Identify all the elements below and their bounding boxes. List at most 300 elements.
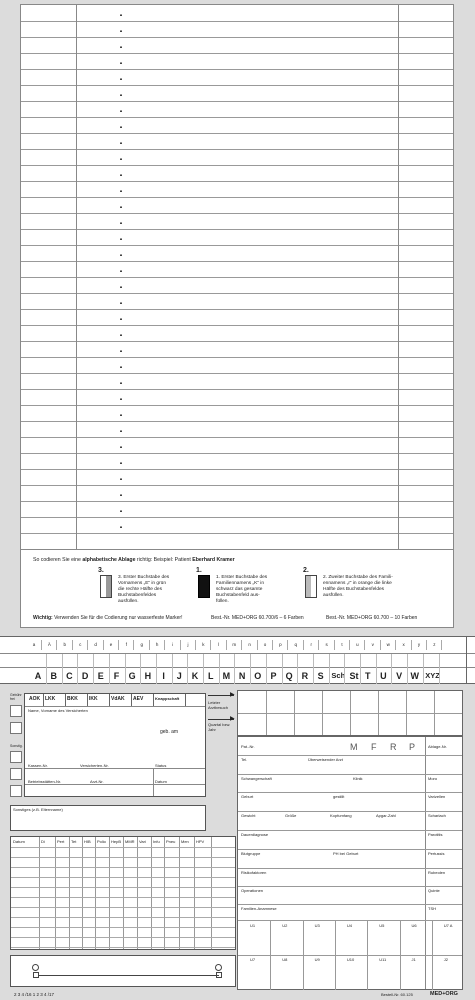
small-tick <box>72 640 73 650</box>
letter-tab[interactable]: F <box>113 671 120 681</box>
letter-tab[interactable]: E <box>97 671 104 681</box>
vaccine-col-tet: Tet <box>71 839 77 844</box>
letter-tab[interactable]: N <box>238 671 246 681</box>
letter-tab[interactable]: H <box>144 671 152 681</box>
small-tick <box>380 640 381 650</box>
field-tsh: TSH <box>428 906 436 911</box>
rule-dot <box>120 510 122 512</box>
ruled-line <box>21 69 453 70</box>
field-ops: Operationen <box>241 888 264 893</box>
vaccine-col-vari: Vari <box>139 839 146 844</box>
insurer-divider <box>87 694 88 706</box>
step-text-line: 3. Erster Buchstabe des <box>118 575 170 580</box>
u-exam-u10[interactable]: U10 <box>346 957 355 962</box>
step-1-text <box>216 575 267 605</box>
vaccine-col-line <box>151 837 152 949</box>
letter-small[interactable]: c <box>79 642 82 647</box>
u-exam-u6[interactable]: U6 <box>411 923 417 928</box>
insurer-aok[interactable]: AOK <box>29 696 41 702</box>
rule-dot <box>120 78 122 80</box>
step-text-line: Hälfte des Buchstabenfeldes <box>323 587 385 592</box>
u-exam-u11[interactable]: U11 <box>379 957 387 962</box>
field-pertussis: Pertussis <box>428 851 445 856</box>
patient-panel <box>237 736 463 990</box>
step-3-text <box>118 575 169 605</box>
letter-small[interactable]: z <box>433 642 436 647</box>
letter-small[interactable]: g <box>140 642 144 647</box>
gender-p[interactable]: P <box>409 742 416 752</box>
sonstiges-box <box>10 805 206 831</box>
letter-tab[interactable]: I <box>162 671 165 681</box>
small-tick <box>210 640 211 650</box>
ruled-sheet <box>20 4 454 550</box>
step-text-line: ennamens „r“ in orange die linke <box>323 581 392 586</box>
alphabet-edge <box>466 637 467 683</box>
small-tick <box>411 640 412 650</box>
letter-small[interactable]: a <box>32 642 36 647</box>
letter-tab[interactable]: M <box>222 671 231 681</box>
letter-small[interactable]: u <box>356 642 359 647</box>
rule-dot <box>120 350 122 352</box>
letter-tab[interactable]: A <box>34 671 42 681</box>
field-gewicht: Gewicht <box>241 813 256 818</box>
sonstig-label: Sonstig. <box>10 744 23 748</box>
insurer-ikk[interactable]: IKK <box>89 696 98 702</box>
ruled-line <box>21 469 453 470</box>
gebuehr-frei-label: Gebühr frei <box>10 693 22 701</box>
ruled-line <box>21 325 453 326</box>
letter-tab[interactable]: R <box>301 671 309 681</box>
rule-dot <box>120 126 122 128</box>
gender-m[interactable]: M <box>350 742 358 752</box>
instruction-area <box>20 550 454 628</box>
letter-tab[interactable]: T <box>364 671 371 681</box>
rule-dot <box>120 30 122 32</box>
u-exam-u5[interactable]: U5 <box>379 923 385 928</box>
small-tick <box>441 640 442 650</box>
patient-row-line <box>238 904 462 905</box>
step-2-number: 2. <box>303 567 309 574</box>
small-tick <box>195 640 196 650</box>
rule-dot <box>120 270 122 272</box>
small-tick <box>180 640 181 650</box>
letter-tab[interactable]: O <box>254 671 262 681</box>
arrow-right-icon: ▶ <box>230 692 235 698</box>
vaccine-col-hib: HIB <box>84 839 91 844</box>
vaccine-col-di: Di <box>41 839 45 844</box>
letter-tab[interactable]: XYZ <box>425 671 440 680</box>
letter-small[interactable]: i <box>172 642 174 647</box>
insurer-divider <box>185 694 186 706</box>
vaccine-row-line <box>11 857 235 858</box>
insurer-divider <box>153 694 154 706</box>
vaccine-col-line <box>109 837 110 949</box>
letter-small[interactable]: f <box>125 642 128 647</box>
alphabet-divider <box>0 653 475 654</box>
vaccine-col-line <box>137 837 138 949</box>
arrow-right-icon-2: ▶ <box>230 716 235 722</box>
field-dauer: Dauerdiagnose <box>241 832 269 837</box>
patient-row-line <box>238 849 462 850</box>
betriebsstaetten-label: Betriebsstätten-Nr. <box>28 779 62 784</box>
letter-small[interactable]: m <box>232 642 237 647</box>
insurer-divider <box>25 706 205 707</box>
ruled-line <box>21 517 453 518</box>
small-tick <box>164 640 165 650</box>
order-number-10: Best.-Nr. MED+ORG 60.700 – 10 Farben <box>326 615 418 621</box>
field-klinik: Klinik <box>353 776 363 781</box>
ruled-line <box>21 85 453 86</box>
step-text-line: schwarz das gesamte <box>216 587 263 592</box>
rule-dot <box>120 46 122 48</box>
rule-dot <box>120 366 122 368</box>
sonstiges-label: Sonstiges (z.B. Elternname) <box>13 807 63 812</box>
pat-nr-label: Pat.-Nr. <box>241 744 255 749</box>
letter-tab[interactable]: U <box>380 671 387 681</box>
gender-f[interactable]: F <box>371 742 377 752</box>
letter-small[interactable]: o <box>263 642 267 647</box>
letter-tab[interactable]: G <box>128 671 136 681</box>
vaccine-row-line <box>11 917 235 918</box>
u-exam-u1[interactable]: U1 <box>250 923 256 928</box>
letter-tab[interactable]: St <box>349 671 359 681</box>
rule-dot <box>120 414 122 416</box>
right-tab-grid <box>237 690 463 736</box>
u-exam-u2[interactable]: U2 <box>282 923 288 928</box>
u-row-line-2 <box>238 955 462 956</box>
letter-small[interactable]: s <box>325 642 328 647</box>
vaccine-col-pert: Pert <box>57 839 65 844</box>
step-text-line: 1. Erster Buchstabe des <box>216 575 268 580</box>
ruled-line <box>21 213 453 214</box>
vaccine-row-line <box>11 897 235 898</box>
vaccine-row-line <box>11 877 235 878</box>
ablage-nr-label: Ablage-Nr. <box>428 744 447 749</box>
small-tick <box>41 640 42 650</box>
quarter-label: Quartal bzw. Jahr <box>208 722 231 732</box>
step-text-line: füllen. <box>216 599 229 604</box>
letter-small[interactable]: d <box>94 642 97 647</box>
ruled-line <box>21 373 453 374</box>
letter-tab[interactable]: C <box>66 671 73 681</box>
field-groesse: Größe <box>285 813 297 818</box>
step-1-swatch <box>198 575 210 598</box>
patient-row-line <box>238 755 462 756</box>
rule-dot <box>120 238 122 240</box>
step-text-line: Buchstabenfeldes <box>118 593 157 598</box>
letter-tab[interactable]: L <box>207 671 214 681</box>
ruled-line <box>21 277 453 278</box>
rule-dot <box>120 174 122 176</box>
field-moro: Moro <box>428 776 438 781</box>
vaccine-col-line <box>164 837 165 949</box>
field-kopf: Kopfumfang <box>330 813 352 818</box>
field-geburt: Geburt <box>241 794 254 799</box>
field-gestillt: gestillt <box>333 794 345 799</box>
rule-dot <box>120 14 122 16</box>
u-col-line <box>335 920 336 990</box>
field-parotitis: Parotitis <box>428 832 443 837</box>
versicherten-nr-label: Versicherten-Nr. <box>80 763 109 768</box>
marker-circle-right[interactable] <box>215 964 222 971</box>
ruled-line <box>21 309 453 310</box>
insurance-panel <box>24 693 206 797</box>
patient-row-line <box>238 868 462 869</box>
letter-small[interactable]: j <box>187 642 189 647</box>
small-tick <box>56 640 57 650</box>
ruled-line <box>21 341 453 342</box>
letter-small[interactable]: v <box>371 642 374 647</box>
ruled-line <box>21 437 453 438</box>
vaccine-col-mmr: MMR <box>125 839 135 844</box>
vaccine-row-line <box>11 867 235 868</box>
letter-small[interactable]: w <box>386 642 390 647</box>
status-label: Status <box>155 763 167 768</box>
vaccine-col-line <box>39 837 40 949</box>
insurer-knappschaft[interactable]: Knappschaft <box>155 696 180 701</box>
ruled-line <box>21 453 453 454</box>
u-exam-u4[interactable]: U4 <box>346 923 353 928</box>
ruled-line <box>21 293 453 294</box>
letter-small[interactable]: y <box>417 642 421 647</box>
born-label: geb. am <box>160 729 179 735</box>
ruled-line <box>21 117 453 118</box>
ruled-line <box>21 405 453 406</box>
letter-tab[interactable]: S <box>317 671 324 681</box>
step-text-line: ausfüllen. <box>323 593 344 598</box>
vaccine-col-pneu: Pneu <box>166 839 176 844</box>
small-tick <box>133 640 134 650</box>
ruled-line <box>21 53 453 54</box>
marker-circle-left[interactable] <box>32 964 39 971</box>
insurer-vdak[interactable]: VdAK <box>111 696 125 702</box>
u-exam-u9[interactable]: U9 <box>314 957 320 962</box>
letter-tab[interactable]: J <box>176 671 182 681</box>
u-row-line <box>238 920 462 921</box>
last-visit-label: Letzter Arztbesuch <box>208 700 229 710</box>
letter-small[interactable]: p <box>279 642 282 647</box>
rule-dot <box>120 190 122 192</box>
letter-small[interactable]: t <box>341 642 343 647</box>
ruled-line <box>21 229 453 230</box>
betrieb-divider <box>25 784 205 785</box>
rule-dot <box>120 302 122 304</box>
insurer-divider <box>65 694 66 706</box>
vaccine-col-line <box>95 837 96 949</box>
letter-small[interactable]: Ä <box>47 642 51 647</box>
step-text-line: Vornamens „E“ in grün <box>118 581 166 586</box>
vaccine-row-line <box>11 907 235 908</box>
ruled-line <box>21 133 453 134</box>
small-tick <box>149 640 150 650</box>
ruled-line <box>21 101 453 102</box>
letter-tab[interactable]: P <box>270 671 277 681</box>
rule-dot <box>120 430 122 432</box>
checkbox-4[interactable] <box>10 768 22 780</box>
ruled-line <box>21 357 453 358</box>
u-exam-u7[interactable]: U7 <box>250 957 256 962</box>
marker-square-right[interactable] <box>216 972 222 978</box>
step-text-line: die rechte Hälfte des <box>118 587 162 592</box>
rule-dot <box>120 254 122 256</box>
vaccine-col-polio: Polio <box>97 839 106 844</box>
vaccine-row-line <box>11 937 235 938</box>
ruled-line <box>21 149 453 150</box>
ruled-line <box>21 389 453 390</box>
vaccine-row-line <box>11 847 235 848</box>
rule-divider-right <box>398 5 399 549</box>
rule-dot <box>120 398 122 400</box>
rule-dot <box>120 94 122 96</box>
instruction-heading: So codieren Sie eine alphabetische Ablage richtig: Beispiel: Patient Eberhard Kramer <box>33 557 235 563</box>
field-rubeolen: Rubeolen <box>428 870 446 875</box>
letter-small[interactable]: q <box>294 642 298 647</box>
small-tick <box>103 640 104 650</box>
field-arzt: Überweisender Arzt <box>308 757 343 762</box>
step-text-line: 2. Zweiter Buchstabe des Famili- <box>323 575 393 580</box>
rule-dot <box>120 494 122 496</box>
u-col-line <box>367 920 368 990</box>
vaccine-col-hpv: HPV <box>196 839 205 844</box>
small-tick <box>426 640 427 650</box>
u-col-line <box>303 920 304 990</box>
ruled-line <box>21 245 453 246</box>
small-tick <box>349 640 350 650</box>
letter-small[interactable]: n <box>248 642 251 647</box>
letter-small[interactable]: e <box>109 642 113 647</box>
vaccine-row-line <box>11 947 235 948</box>
checkbox-2[interactable] <box>10 722 22 734</box>
letter-small[interactable]: x <box>402 642 405 647</box>
small-tick <box>87 640 88 650</box>
rule-dot <box>120 158 122 160</box>
field-risiko: Risikofaktoren <box>241 870 267 875</box>
step-text-line: Familiennamens „K“ in <box>216 581 264 586</box>
small-tick <box>318 640 319 650</box>
letter-tab[interactable]: Q <box>285 671 293 681</box>
patient-row-line <box>238 792 462 793</box>
insurer-divider <box>131 694 132 706</box>
vaccine-col-line <box>194 837 195 949</box>
rule-dot <box>120 478 122 480</box>
rule-dot <box>120 318 122 320</box>
field-blut: Blutgruppe <box>241 851 261 856</box>
rule-dot <box>120 382 122 384</box>
insurer-aev[interactable]: AEV <box>133 696 144 702</box>
u-exam-j2[interactable]: J2 <box>443 957 449 962</box>
field-apgar: Apgar-Zahl <box>376 813 396 818</box>
vaccine-col-hepb: HepB <box>111 839 122 844</box>
letter-tab[interactable]: B <box>50 671 57 681</box>
footer-order: Bestell-Nr. 60.125 <box>381 992 413 997</box>
letter-tab[interactable]: Sch <box>331 671 346 680</box>
vaccine-col-infu: Infu <box>153 839 160 844</box>
ruled-line <box>21 485 453 486</box>
vaccine-col-line <box>179 837 180 949</box>
u-exam-u8[interactable]: U8 <box>282 957 288 962</box>
rule-dot <box>120 462 122 464</box>
rule-dot <box>120 222 122 224</box>
small-tick <box>287 640 288 650</box>
u-col-line <box>432 920 433 990</box>
insurer-lkk[interactable]: LKK <box>45 696 56 702</box>
sonstig-checkbox[interactable] <box>10 751 22 763</box>
vaccine-col-line <box>82 837 83 949</box>
ruled-line <box>21 21 453 22</box>
patient-row-line <box>238 774 462 775</box>
vaccine-row-line <box>11 927 235 928</box>
footer-brand-logo: MED+ORG <box>430 991 458 997</box>
letter-tab[interactable]: K <box>191 671 199 681</box>
vaccine-col-men: Men <box>181 839 189 844</box>
letter-small[interactable]: l <box>218 642 220 647</box>
field-ph: PH bei Geburt <box>333 851 359 856</box>
tab-cell-hline <box>238 713 462 714</box>
u-exam-u3[interactable]: U3 <box>314 923 320 928</box>
rule-dot <box>120 286 122 288</box>
small-tick <box>364 640 365 650</box>
vaccine-col-datum: Datum <box>13 839 25 844</box>
small-tick <box>334 640 335 650</box>
u-exam-u7a[interactable]: U7 A <box>443 923 453 928</box>
step-text-line: Buchstabenfeld aus- <box>216 593 260 598</box>
rule-dot <box>120 526 122 528</box>
arzt-nr-label: Arzt-Nr. <box>90 779 104 784</box>
gender-r[interactable]: R <box>390 742 397 752</box>
status-vline <box>153 768 154 796</box>
footer-numbers: 2 3 4 /16 1 2 3 4 /17 <box>14 992 55 997</box>
field-familie: Familien-Anamnese <box>241 906 277 911</box>
rule-dot <box>120 206 122 208</box>
kassen-divider <box>25 768 205 769</box>
vaccine-col-line <box>55 837 56 949</box>
step-2-text <box>323 575 393 599</box>
step-1-number: 1. <box>196 567 202 574</box>
rule-dot <box>120 446 122 448</box>
insurer-bkk[interactable]: BKK <box>67 696 78 702</box>
field-vorsorge: Varizellen <box>428 794 446 799</box>
kassen-nr-label: Kassen-Nr. <box>28 763 48 768</box>
letter-small[interactable]: r <box>310 642 312 647</box>
small-tick <box>226 640 227 650</box>
small-tick <box>257 640 258 650</box>
datum-label: Datum <box>155 779 167 784</box>
u-exam-j1[interactable]: J1 <box>411 957 416 962</box>
letter-tab[interactable]: W <box>410 671 420 681</box>
checkbox-5[interactable] <box>10 785 22 797</box>
vaccine-col-line <box>123 837 124 949</box>
gebuehr-frei-checkbox[interactable] <box>10 705 22 717</box>
step-3-number: 3. <box>98 567 104 574</box>
small-tick <box>272 640 273 650</box>
letter-divider <box>439 654 440 684</box>
field-schwanger: Schwangerschaft <box>241 776 272 781</box>
letter-small[interactable]: k <box>202 642 205 647</box>
vaccine-col-line <box>211 837 212 949</box>
marker-track <box>39 975 219 976</box>
letter-tab[interactable]: V <box>396 671 403 681</box>
letter-small[interactable]: b <box>63 642 67 647</box>
letter-small[interactable]: h <box>155 642 159 647</box>
important-note: Wichtig: Verwenden Sie für die Codierung nur wasserfeste Marker! <box>33 615 183 621</box>
rule-dot <box>120 110 122 112</box>
vaccine-row-line <box>11 887 235 888</box>
insurer-divider <box>109 694 110 706</box>
ruled-line <box>21 165 453 166</box>
rule-divider-left <box>76 5 77 549</box>
letter-tab[interactable]: D <box>81 671 89 681</box>
rule-dot <box>120 142 122 144</box>
